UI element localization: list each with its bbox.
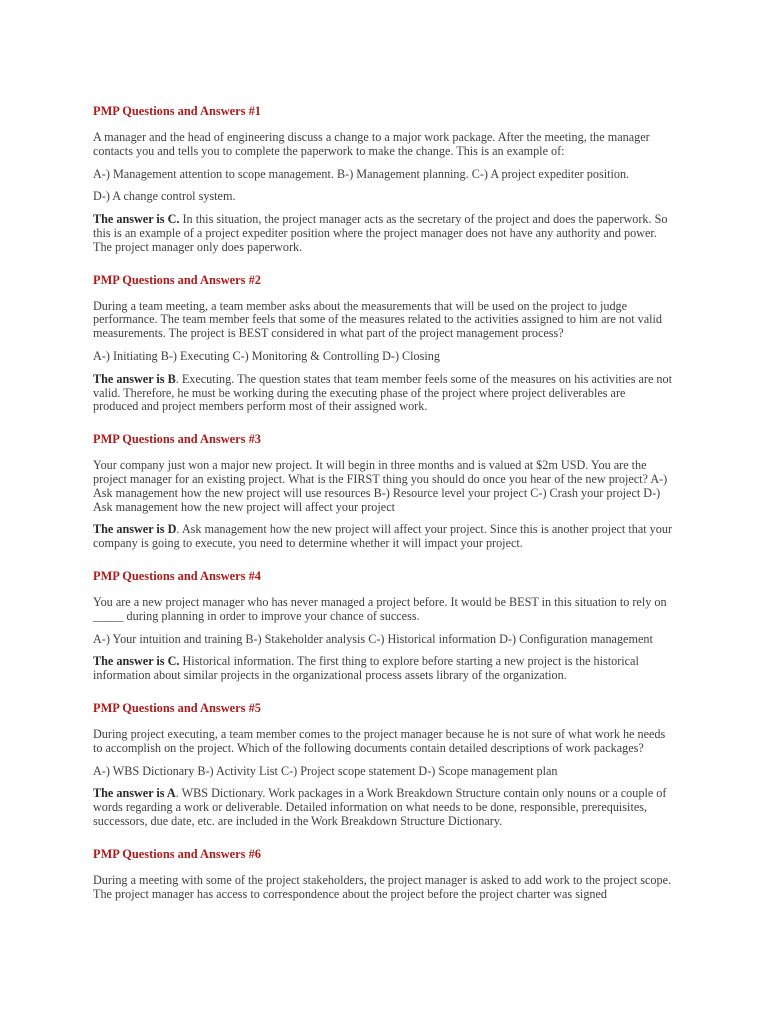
question-heading: PMP Questions and Answers #5 — [93, 700, 261, 715]
question-heading: PMP Questions and Answers #3 — [93, 432, 261, 447]
question-text: Your company just won a major new project. It will begin in three months and is valued at $2m USD. You are the project manager for an existing project. What is the FIRST thing you should do once you hear of the new project? A-) Ask management how the new project will use resources B-) Resource level your project C-) Crash your project D-) Ask management how the new project will affect your project — [93, 458, 668, 514]
answer-lead: The answer is D — [93, 522, 177, 537]
answer-body: . Executing. The question states that team member feels some of the measures on his activities are not valid. Therefore, he must be working during the executing phase of the project where project deliverables are produced and project members perform most of their assigned work. — [93, 371, 673, 414]
question-heading: PMP Questions and Answers #2 — [93, 272, 261, 287]
question-text: During a team meeting, a team member asks about the measurements that will be used on the project to judge performance. The team member feels that some of the measures related to the activities assigned to him are not valid measurements. The project is BEST considered in what part of the project management process? — [93, 298, 662, 341]
qa-section-5 — [93, 701, 673, 829]
answer-body: Historical information. The first thing to explore before starting a new project is the historical information about similar projects in the organizational process assets library of the organization. — [93, 654, 639, 683]
answer-explanation — [93, 787, 673, 828]
answer-explanation — [93, 213, 673, 254]
answer-options: A-) WBS Dictionary B-) Activity List C-) Project scope statement D-) Scope management plan — [93, 763, 558, 778]
answer-lead: The answer is B — [93, 371, 176, 386]
answer-body: . Ask management how the new project will affect your project. Since this is another project that your company is going to execute, you need to determine whether it will impact your project. — [93, 522, 673, 551]
answer-options-continued: D-) A change control system. — [93, 189, 236, 204]
question-text: During project executing, a team member comes to the project manager because he is not sure of what work he needs to accomplish on the project. Which of the following documents contain detailed descriptions of work packages? — [93, 726, 666, 755]
answer-options: A-) Initiating B-) Executing C-) Monitoring & Controlling D-) Closing — [93, 348, 440, 363]
answer-lead: The answer is A — [93, 786, 176, 801]
qa-section-2 — [93, 273, 673, 415]
answer-explanation — [93, 523, 673, 551]
question-text: You are a new project manager who has never managed a project before. It would be BEST in this situation to rely on _____ during planning in order to improve your chance of success. — [93, 594, 667, 623]
answer-explanation — [93, 655, 673, 683]
answer-explanation — [93, 373, 673, 414]
answer-lead: The answer is C. — [93, 654, 180, 669]
question-heading: PMP Questions and Answers #6 — [93, 846, 261, 861]
question-heading: PMP Questions and Answers #1 — [93, 104, 261, 118]
document-page — [93, 104, 673, 919]
qa-section-6 — [93, 847, 673, 902]
answer-options: A-) Management attention to scope management. B-) Management planning. C-) A project expediter position. — [93, 166, 630, 181]
qa-section-4 — [93, 569, 673, 683]
question-heading: PMP Questions and Answers #4 — [93, 568, 261, 583]
question-text: During a meeting with some of the project stakeholders, the project manager is asked to add work to the project scope. The project manager has access to correspondence about the project before the project charter was signed — [93, 872, 672, 901]
answer-body: . WBS Dictionary. Work packages in a Work Breakdown Structure contain only nouns or a couple of words regarding a work or deliverable. Detailed information on what needs to be done, responsible, prerequisites, successors, due date, etc. are included in the Work Breakdown Structure Dictionary. — [93, 786, 667, 828]
answer-lead: The answer is C. — [93, 212, 180, 227]
question-text: A manager and the head of engineering discuss a change to a major work package. After the meeting, the manager contacts you and tells you to complete the paperwork to make the change. This is an example of: — [93, 130, 650, 158]
qa-section-3 — [93, 432, 673, 551]
answer-body: In this situation, the project manager acts as the secretary of the project and does the paperwork. So this is an example of a project expediter position where the project manager does not have any authority and power. The project manager only does paperwork. — [93, 212, 668, 254]
answer-options: A-) Your intuition and training B-) Stakeholder analysis C-) Historical information D-) Configuration management — [93, 631, 653, 646]
qa-section-1 — [93, 104, 673, 255]
